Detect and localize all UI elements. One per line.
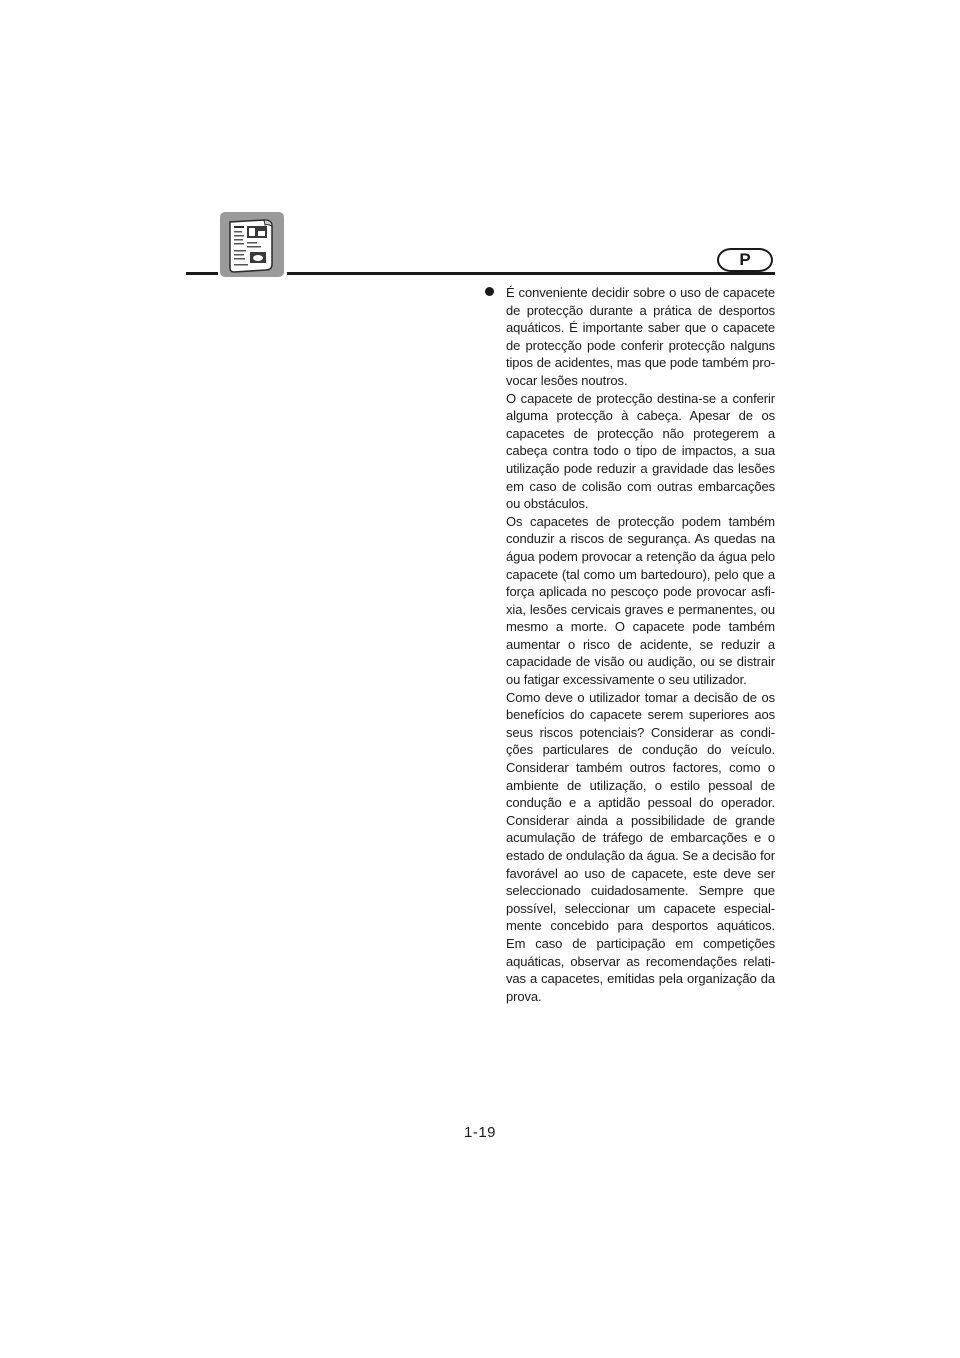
- paragraph: É conveniente decidir sobre o uso de capacete de protecção durante a prática de desportos aquáticos. É importante saber que o capacete de protecção pode conferir protecção nalguns tipos de acidentes, mas que pode também pro- vocar lesões noutros.: [506, 285, 775, 388]
- manual-book-icon: [220, 212, 284, 277]
- paragraph: O capacete de protecção destina-se a conferir alguma protecção à cabeça. Apesar de os capacetes de protecção não protegerem a cabeça contra todo o tipo de impactos, a sua utilização pode reduzir a gravidade das lesões em caso de colisão com outras embarcações ou obstáculos.: [506, 390, 775, 512]
- bullet-icon: [485, 287, 494, 296]
- paragraph: Os capacetes de protecção podem também conduzir a riscos de segurança. As quedas na água podem provocar a retenção da água pelo capacete (tal como um bartedouro), pelo que a força aplicada no pescoço pode provocar asfi- xia, lesões cervicais graves e permanentes, ou mesmo a morte. O capacete pode também aumentar o risco de acidente, se reduzir a capacidade de visão ou audição, ou se distrair ou fatigar excessivamente o seu utilizador.: [506, 513, 775, 688]
- header-rule-right: [287, 272, 775, 275]
- paragraph: Como deve o utilizador tomar a decisão de os benefícios do capacete serem superiores aos seus riscos potenciais? Considerar as condi- ções particulares de condução do veículo. Considerar também outros factores, como o ambiente de utilização, o estilo pessoal de condução e a aptidão pessoal do operador. Considerar ainda a possibilidade de grande acumulação de tráfego de embarcações e o estado de ondulação da água. Se a decisão for favorável ao uso de capacete, este deve ser seleccionado cuidadosamente. Sempre que possível, seleccionar um capacete especial- mente concebido para desportos aquáticos. Em caso de participação em competições aquáticas, observar as recomendações relati- vas a capacetes, emitidas pela organização da prova.: [506, 689, 775, 1004]
- page-number: 1-19: [463, 1124, 497, 1141]
- language-badge: P: [717, 248, 773, 272]
- bullet-item: [506, 284, 775, 1005]
- header-rule-left: [186, 272, 218, 275]
- main-content: [485, 284, 775, 1005]
